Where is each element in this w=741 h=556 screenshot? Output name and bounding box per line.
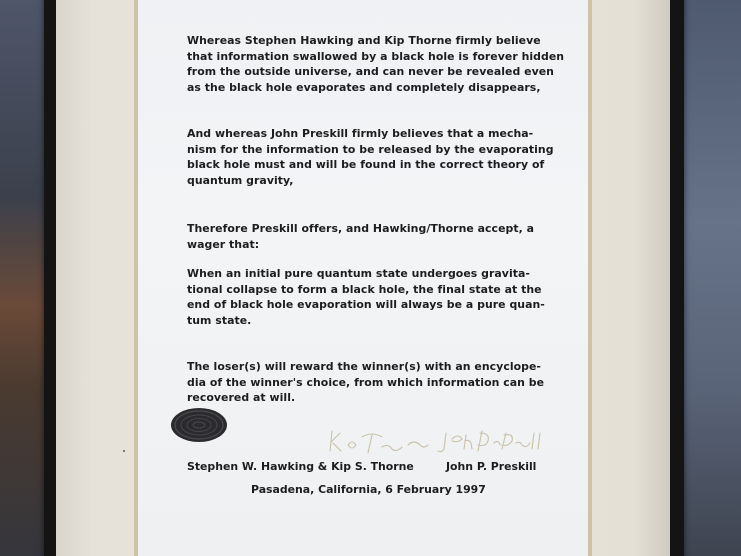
paragraph-whereas-preskill xyxy=(187,126,554,188)
text-line: Therefore Preskill offers, and Hawking/Thorne accept, a xyxy=(187,222,535,235)
handwritten-signatures-icon xyxy=(326,425,558,459)
text-line: as the black hole evaporates and completely disappears, xyxy=(187,80,541,94)
text-line: end of black hole evaporation will always be a pure quan- xyxy=(187,298,545,312)
text-line: wager that: xyxy=(187,237,260,251)
text-line: The loser(s) will reward the winner(s) with an encyclope- xyxy=(187,360,541,373)
place-and-date: Pasadena, California, 6 February 1997 xyxy=(251,483,486,496)
text-line: from the outside universe, and can never be revealed even xyxy=(187,65,554,79)
paragraph-therefore xyxy=(187,221,547,252)
text-line: black hole must and will be found in the correct theory of xyxy=(187,158,545,172)
background-right xyxy=(679,0,741,556)
text-line: that information swallowed by a black hole is forever hidden xyxy=(187,49,565,63)
signatory-preskill: John P. Preskill xyxy=(446,460,537,473)
text-line: tum state. xyxy=(187,313,252,327)
text-line: quantum gravity, xyxy=(187,173,294,187)
text-line: nism for the information to be released by the evaporating xyxy=(187,142,554,156)
text-line: Whereas Stephen Hawking and Kip Thorne firmly believe xyxy=(187,34,541,47)
paragraph-whereas-hawking-thorne xyxy=(187,33,565,95)
signatories-hawking-thorne: Stephen W. Hawking & Kip S. Thorne xyxy=(187,460,414,473)
thumbprint-icon xyxy=(168,404,230,446)
text-line: When an initial pure quantum state undergoes gravita- xyxy=(187,267,530,280)
text-line: dia of the winner's choice, from which information can be xyxy=(187,375,545,389)
text-line: And whereas John Preskill firmly believes that a mecha- xyxy=(187,127,534,140)
text-line: tional collapse to form a black hole, the final state at the xyxy=(187,282,542,296)
paragraph-reward xyxy=(187,359,547,406)
paragraph-wager-terms xyxy=(187,266,547,328)
speck-mark xyxy=(123,450,125,452)
text-line: recovered at will. xyxy=(187,391,296,405)
